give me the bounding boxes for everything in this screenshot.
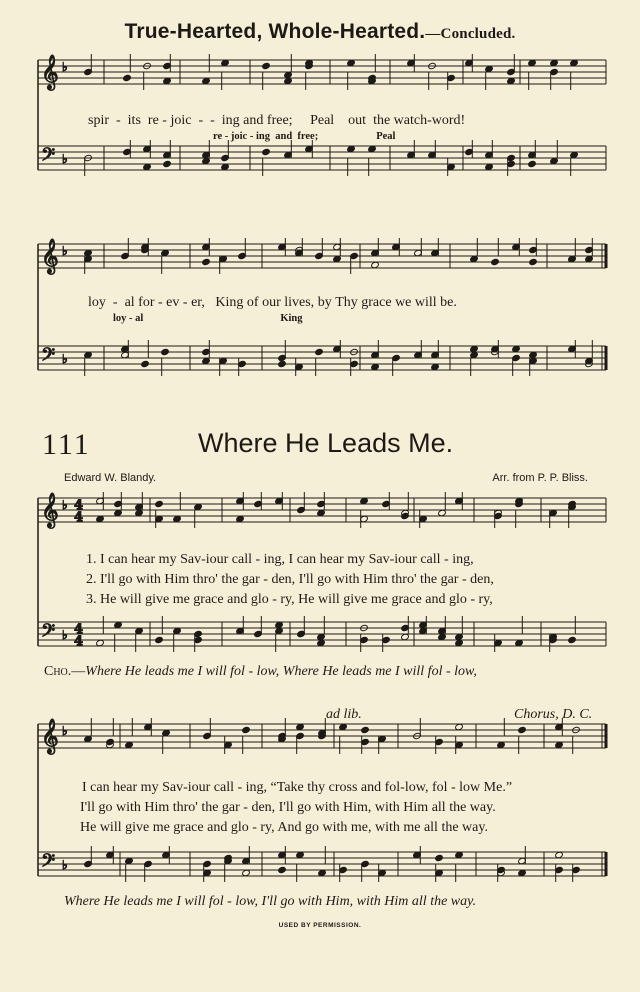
- sys3-verse-1: 1. I can hear my Sav-iour call - ing, I can hear my Sav-iour call - ing,: [86, 552, 474, 567]
- note-head: [278, 866, 287, 873]
- time-signature: 4: [74, 498, 84, 513]
- flat-icon: ♭: [62, 858, 68, 872]
- treble-clef-icon: 𝄞: [41, 493, 59, 528]
- note-head: [262, 148, 271, 155]
- bass-clef-icon: 𝄢: [41, 851, 56, 876]
- note-head: [202, 258, 211, 265]
- note-head: [361, 726, 370, 733]
- note-head: [518, 726, 527, 733]
- note-head: [161, 348, 170, 355]
- treble-clef-icon: 𝄞: [41, 55, 59, 90]
- bass-staff: [38, 146, 606, 170]
- ad-lib-mark: ad lib.: [326, 707, 362, 722]
- note-head: [568, 636, 577, 643]
- note-head: [528, 160, 537, 167]
- note-head: [155, 636, 164, 643]
- chorus-dc-mark: Chorus, D. C.: [514, 707, 593, 722]
- note-head: [401, 512, 410, 519]
- note-head: [315, 348, 324, 355]
- permission-note: USED BY PERMISSION.: [278, 922, 362, 929]
- flat-icon: ♭: [62, 498, 68, 512]
- note-head: [262, 62, 271, 69]
- sys3-chorus: [44, 664, 477, 680]
- chorus-text: Where He leads me I will fol - low, Where He leads me I will fol - low,: [85, 664, 477, 679]
- sys3-verse-3: 3. He will give me grace and glo - ry, He will give me grace and glo - ry,: [86, 592, 493, 607]
- flat-icon: ♭: [62, 724, 68, 738]
- flat-icon: ♭: [62, 244, 68, 258]
- flat-icon: ♭: [62, 352, 68, 366]
- sys2-lyric-main: loy - al for - ev - er, King of our lives, by Thy grace we will be.: [88, 295, 457, 310]
- sys4-chorus: Where He leads me I will fol - low, I'll go with Him, with Him all the way.: [64, 894, 477, 909]
- hymn-title-prev: True-Hearted, Whole-Hearted.: [124, 20, 426, 43]
- flat-icon: ♭: [62, 152, 68, 166]
- arranger-credit: Arr. from P. P. Bliss.: [492, 472, 588, 484]
- note-head: [278, 360, 287, 367]
- note-head: [123, 74, 132, 81]
- note-head: [529, 258, 538, 265]
- treble-staff: [38, 60, 606, 84]
- sys1-lyric-main: spir - its re - joic - - ing and free; Peal out the watch-word!: [88, 113, 466, 128]
- note-head: [435, 854, 444, 861]
- hymn-title: Where He Leads Me.: [198, 428, 454, 458]
- bass-clef-icon: 𝄢: [41, 621, 56, 646]
- sys1-lyric-alt: re - joic - ing and free; Peal: [213, 131, 396, 142]
- time-signature: 4: [74, 622, 84, 637]
- note-head: [106, 738, 115, 745]
- sys2-lyric-alt: loy - al King: [113, 313, 303, 324]
- treble-clef-icon: 𝄞: [41, 719, 59, 754]
- treble-clef-icon: 𝄞: [41, 239, 59, 274]
- time-signature: 4: [74, 510, 84, 525]
- hymn-number: 111: [42, 428, 91, 461]
- note-head: [491, 258, 500, 265]
- bass-clef-icon: 𝄢: [41, 345, 56, 370]
- note-head: [155, 500, 164, 507]
- sys3-verse-2: 2. I'll go with Him thro' the gar - den, I'll go with Him thro' the gar - den,: [86, 572, 494, 587]
- flat-icon: ♭: [62, 60, 68, 74]
- time-signature: 4: [74, 634, 84, 649]
- note-head: [163, 160, 172, 167]
- sys4-verse-1: I can hear my Sav-iour call - ing, “Take thy cross and fol-low, fol - low Me.”: [82, 780, 513, 795]
- bass-clef-icon: 𝄢: [41, 145, 56, 170]
- note-head: [141, 360, 150, 367]
- flat-icon: ♭: [62, 628, 68, 642]
- sys4-verse-3: He will give me grace and glo - ry, And go with me, with me all the way.: [80, 820, 488, 835]
- note-head: [242, 726, 251, 733]
- author-credit: Edward W. Blandy.: [64, 472, 157, 484]
- sys4-verse-2: I'll go with Him thro' the gar - den, I'll go with Him, with Him all the way.: [80, 800, 496, 815]
- chorus-label: Cho.—: [44, 664, 86, 679]
- concluded-label: —Concluded.: [425, 26, 516, 42]
